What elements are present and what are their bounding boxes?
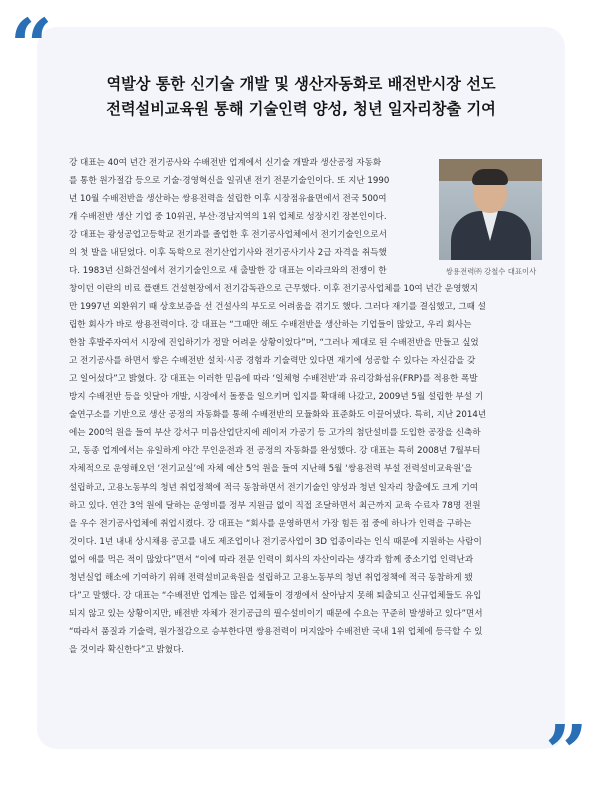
body-line: 것이다. 1년 내내 상시채용 공고를 내도 제조업이나 전기공사업이 3D 업종이라는 인식 때문에 지원하는 사람이: [69, 536, 482, 547]
body-line: 없어 애를 먹은 적이 많았다”면서 “이에 따라 전문 인력이 회사의 자산이라는 생각과 함께 중소기업 인력난과: [69, 554, 474, 565]
body-text-top: [69, 154, 389, 280]
open-quote-icon: “: [10, 4, 53, 90]
body-line: 청년실업 해소에 기여하기 위해 전력설비교육원을 설립하고 고용노동부의 청년 취업정책에 적극 동참하게 됐: [69, 572, 473, 583]
photo-hair: [472, 169, 508, 185]
body-line: 강 대표는 광성공업고등학교 전기과를 졸업한 후 전기공사업체에서 전기기술인으로서: [69, 230, 387, 241]
body-line: 를 통한 원가절감 등으로 기술·경영혁신을 일궈낸 전기 전문기술인이다. 또 지난 1990: [69, 176, 390, 187]
body-line: 고 일어섰다”고 밝혔다. 강 대표는 이러한 믿음에 따라 ‘일체형 수배전반’과 유리강화섬유(FRP)를 적용한 폭발: [69, 374, 478, 385]
body-line: 을 우수 전기공사업체에 취업시켰다. 강 대표는 “회사를 운영하면서 가장 힘든 점 중에 하나가 인력을 구하는: [69, 518, 472, 529]
photo-caption: 쌍용전력㈜ 강철수 대표이사: [445, 267, 537, 276]
close-quote-icon: ”: [545, 710, 588, 796]
title-line: 역발상 통한 신기술 개발 및 생산자동화로 배전반시장 선도: [106, 75, 496, 93]
title-line: 전력설비교육원 통해 기술인력 양성, 청년 일자리창출 기여: [106, 100, 496, 118]
body-line: 만 1997년 외환위기 때 상호보증을 선 건설사의 부도로 어려움을 겪기도 했다. 그러다 재기를 결심했고, 그때 설: [69, 302, 486, 313]
body-line: 한참 후발주자여서 시장에 진입하기가 정말 어려운 상황이었다”며, “그러나 제대로 된 수배전반을 만들고 싶었: [69, 338, 479, 349]
body-line: 에는 200억 원을 들여 부산 강서구 미음산업단지에 레이저 가공기 등 고가의 첨단설비를 도입한 공장을 신축하: [69, 428, 481, 439]
body-line: 의 첫 발을 내딛었다. 이후 독학으로 전기산업기사와 전기공사기사 2급 자격을 취득했: [69, 248, 387, 259]
body-line: 을 것이라 확신한다”고 밝혔다.: [69, 644, 184, 655]
body-line: 창이던 이란의 비료 플랜트 건설현장에서 전기감독관으로 근무했다. 이후 전기공사업체를 10여 년간 운영했지: [69, 284, 478, 294]
body-line: 방지 수배전반 등을 잇달아 개발, 시장에서 돌풍을 일으키며 입지를 확대해 나갔고, 2009년 5월 설립한 부설 기: [69, 392, 484, 403]
body-line: “따라서 품질과 기술력, 원가절감으로 승부한다면 쌍용전력이 머지않아 수배전반 국내 1위 업체에 등극할 수 있: [69, 626, 483, 637]
body-line: 하고 있다. 연간 3억 원에 달하는 운영비를 정부 지원금 없이 직접 조달하면서 최근까지 교육 수료자 78명 전원: [69, 500, 481, 511]
body-line: 다”고 말했다. 강 대표는 “수배전반 업계는 많은 업체들이 경쟁에서 살아남지 못해 퇴출되고 신규업체들도 유입: [69, 590, 482, 601]
article-title: [37, 72, 565, 122]
body-line: 개 수배전반 생산 기업 중 10위권, 부산·경남지역의 1위 업체로 성장시킨 장본인이다.: [69, 212, 387, 223]
body-line: 고 전기공사를 하면서 쌓은 수배전반 설치·시공 경험과 기술력만 있다면 재기에 성공할 수 있다는 자신감을 갖: [69, 356, 476, 367]
body-line: 년 10월 수배전반을 생산하는 쌍용전력을 설립한 이후 시장점유율면에서 전국 500여: [69, 194, 387, 205]
body-line: 자체적으로 운영해오던 ‘전기교실’에 자체 예산 5억 원을 들여 지난해 5월 ‘쌍용전력 부설 전력설비교육원’을: [69, 464, 473, 475]
body-text-main: [69, 280, 486, 659]
body-line: 술연구소를 기반으로 생산 공정의 자동화를 통해 수배전반의 모듈화와 표준화도 이끌어냈다. 특히, 지난 2014년: [69, 410, 487, 421]
body-line: 립한 회사가 바로 쌍용전력이다. 강 대표는 “그때만 해도 수배전반을 생산하는 기업들이 많았고, 우리 회사는: [69, 320, 472, 331]
body-line: 다. 1983년 신화건설에서 전기기술인으로 새 출발한 강 대표는 이라크와의 전쟁이 한: [69, 266, 387, 277]
body-line: 고, 동종 업계에서는 유일하게 야간 무인운전과 전 공정의 자동화를 완성했다. 강 대표는 특히 2008년 7월부터: [69, 446, 481, 457]
body-line: 강 대표는 40여 년간 전기공사와 수배전반 업계에서 신기술 개발과 생산공정 자동화: [69, 158, 382, 168]
body-line: 설립하고, 고용노동부의 청년 취업정책에 적극 동참하면서 전기기술인 양성과 청년 일자리 창출에도 크게 기여: [69, 482, 479, 493]
ceo-portrait-photo: [439, 159, 542, 260]
body-line: 되지 않고 있는 상황이지만, 배전반 자체가 전기공급의 필수설비이기 때문에 수요는 꾸준히 발생하고 있다”면서: [69, 608, 483, 619]
